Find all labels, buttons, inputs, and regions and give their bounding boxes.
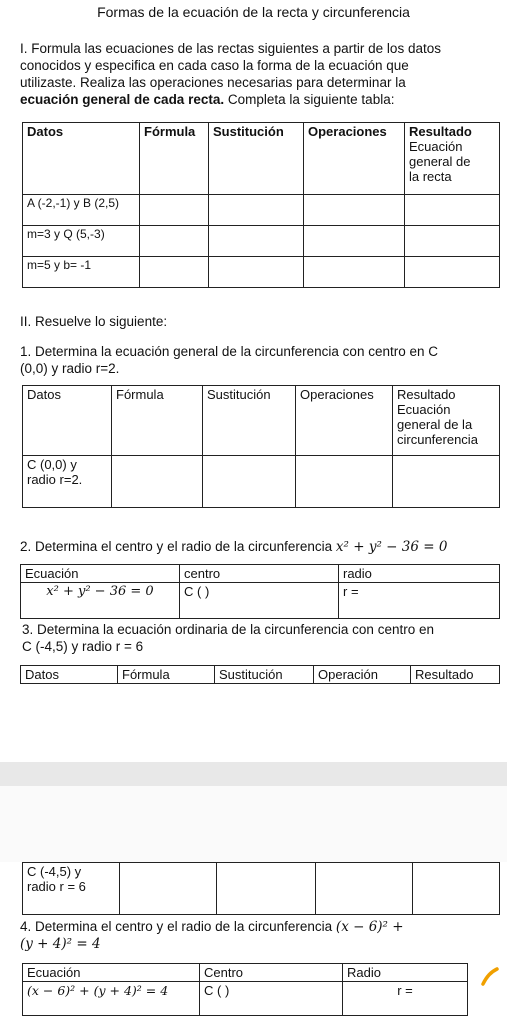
q2-equation: x² + y² − 36 = 0 — [335, 539, 448, 555]
q1-res-sub-1: Ecuación — [397, 402, 451, 417]
cell-empty[interactable] — [405, 226, 500, 257]
q2-hdr-ecuacion: Ecuación — [21, 565, 180, 583]
q1-hdr-sustitucion: Sustitución — [203, 386, 296, 456]
table-row — [23, 226, 500, 257]
table-row — [21, 583, 500, 619]
q2-hdr-radio: radio — [339, 565, 500, 583]
q3-text — [22, 621, 502, 655]
page-divider — [0, 762, 507, 786]
q1-hdr-operaciones: Operaciones — [296, 386, 393, 456]
cell-empty[interactable] — [140, 195, 209, 226]
q1-hdr-datos: Datos — [23, 386, 112, 456]
q3-hdr-datos: Datos — [21, 666, 118, 684]
q1-line-2: (0,0) y radio r=2. — [20, 361, 120, 376]
hdr-res-sub-2: general de — [409, 154, 471, 169]
q3-hdr-sustitucion: Sustitución — [215, 666, 314, 684]
instr-line-1: I. Formula las ecuaciones de las rectas siguientes a partir de los datos — [20, 41, 441, 56]
hdr-res-sub-3: la recta — [409, 169, 452, 184]
table-row — [23, 195, 500, 226]
cell-empty[interactable] — [393, 456, 500, 508]
q3-hdr-operacion: Operación — [314, 666, 411, 684]
cell-empty[interactable] — [203, 456, 296, 508]
row-datos-1: A (-2,-1) y B (2,5) — [23, 195, 140, 226]
q3-data-1: C (-4,5) y — [27, 864, 82, 879]
q4-radio-cell[interactable]: r = — [343, 982, 468, 1016]
cell-empty[interactable] — [140, 257, 209, 288]
cell-empty[interactable] — [413, 863, 500, 915]
cell-empty[interactable] — [405, 195, 500, 226]
q4-hdr-centro: Centro — [200, 964, 343, 982]
pencil-mark-icon — [479, 966, 501, 988]
instr-line-2: conocidos y especifica en cada caso la forma de la ecuación que — [20, 58, 409, 73]
table-rectas — [22, 122, 500, 288]
cell-empty[interactable] — [296, 456, 393, 508]
cell-empty[interactable] — [140, 226, 209, 257]
table-row — [23, 456, 500, 508]
page-divider-light — [0, 786, 507, 862]
cell-empty[interactable] — [316, 863, 413, 915]
section2-heading: II. Resuelve lo siguiente: — [20, 314, 168, 329]
table-row — [23, 257, 500, 288]
section1-instructions — [20, 40, 500, 108]
page-title: Formas de la ecuación de la recta y circunferencia — [97, 4, 410, 20]
q3-line-1: 3. Determina la ecuación ordinaria de la circunferencia con centro en — [22, 622, 434, 637]
q2-eq-cell: x² + y² − 36 = 0 — [21, 583, 180, 619]
cell-empty[interactable] — [209, 226, 304, 257]
q4-eq-part-b: (y + 4)² = 4 — [20, 936, 101, 952]
q1-line-1: 1. Determina la ecuación general de la circunferencia con centro en C — [20, 344, 438, 359]
q2-label: 2. Determina el centro y el radio de la circunferencia — [20, 539, 333, 554]
cell-empty[interactable] — [304, 226, 405, 257]
table-circ-q4 — [22, 963, 468, 1016]
q1-hdr-formula: Fórmula — [112, 386, 203, 456]
hdr-resultado-label: Resultado — [409, 124, 472, 139]
q4-hdr-radio: Radio — [343, 964, 468, 982]
table-circ-q3-body — [22, 862, 500, 915]
q2-centro-cell[interactable]: C ( ) — [180, 583, 339, 619]
q1-res-label: Resultado — [397, 387, 456, 402]
q1-hdr-resultado — [393, 386, 500, 456]
q3-hdr-resultado: Resultado — [411, 666, 500, 684]
instr-line-3: utilizaste. Realiza las operaciones necesarias para determinar la — [20, 75, 406, 90]
hdr-operaciones: Operaciones — [304, 123, 405, 195]
cell-empty[interactable] — [405, 257, 500, 288]
q1-text — [20, 343, 500, 377]
hdr-resultado — [405, 123, 500, 195]
q3-data-2: radio r = 6 — [27, 879, 86, 894]
q3-hdr-formula: Fórmula — [118, 666, 215, 684]
hdr-formula: Fórmula — [140, 123, 209, 195]
cell-empty[interactable] — [120, 863, 217, 915]
cell-empty[interactable] — [112, 456, 203, 508]
table-row — [23, 863, 500, 915]
instr-tail: Completa la siguiente tabla: — [224, 92, 395, 107]
q3-data-cell — [23, 863, 120, 915]
q1-data-2: radio r=2. — [27, 472, 83, 487]
q4-line-1 — [20, 918, 500, 936]
cell-empty[interactable] — [304, 195, 405, 226]
table-circ-q2 — [20, 564, 500, 619]
table-circ-q3-header — [20, 665, 500, 684]
q2-hdr-centro: centro — [180, 565, 339, 583]
instr-bold: ecuación general de cada recta. — [20, 92, 225, 107]
q1-res-sub-2: general de la — [397, 417, 473, 432]
q4-hdr-ecuacion: Ecuación — [23, 964, 200, 982]
q4-centro-cell[interactable]: C ( ) — [200, 982, 343, 1016]
hdr-sustitucion: Sustitución — [209, 123, 304, 195]
cell-empty[interactable] — [209, 257, 304, 288]
hdr-res-sub-1: Ecuación — [409, 139, 463, 154]
q3-line-2: C (-4,5) y radio r = 6 — [22, 639, 144, 654]
row-datos-3: m=5 y b= -1 — [23, 257, 140, 288]
hdr-datos: Datos — [23, 123, 140, 195]
q1-res-sub-3: circunferencia — [397, 432, 478, 447]
instr-line-4 — [20, 91, 500, 108]
row-datos-2: m=3 y Q (5,-3) — [23, 226, 140, 257]
cell-empty[interactable] — [217, 863, 316, 915]
q4-eq-part-a: (x − 6)² + — [335, 919, 404, 935]
q4-eq-cell: (x − 6)² + (y + 4)² = 4 — [23, 982, 200, 1016]
q2-radio-cell[interactable]: r = — [339, 583, 500, 619]
q2-text — [20, 538, 500, 556]
q1-data-1: C (0,0) y — [27, 457, 77, 472]
q1-data-cell — [23, 456, 112, 508]
q4-label: 4. Determina el centro y el radio de la circunferencia — [20, 919, 333, 934]
table-row — [23, 982, 468, 1016]
table-circ-q1 — [22, 385, 500, 508]
cell-empty[interactable] — [304, 257, 405, 288]
cell-empty[interactable] — [209, 195, 304, 226]
q4-text — [20, 918, 500, 953]
